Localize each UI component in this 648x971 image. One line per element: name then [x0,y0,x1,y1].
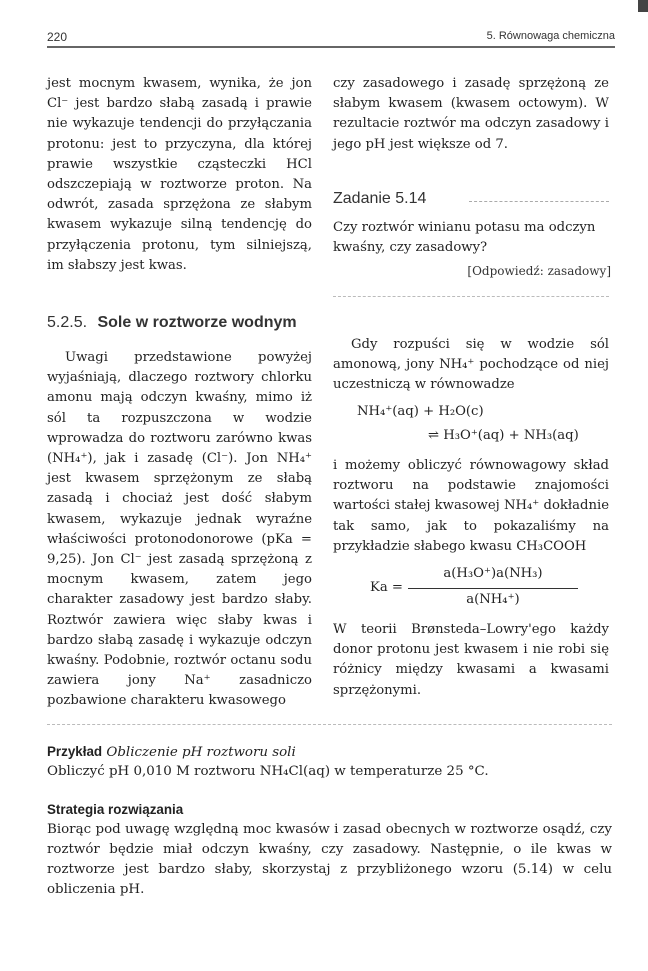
task-title: Zadanie 5.14 [333,190,427,207]
ka-equation [370,566,580,612]
task-question: Czy roztwór winianu potasu ma odczyn kwaśny, czy zasadowy? [333,220,596,256]
paragraph-text: i możemy obliczyć równowagowy skład roztworu na podstawie znajomości wartości stałej kwasowej NH₄⁺ dokładnie tak samo, jak to pokazaliśmy na przykładzie słabego kwasu CH₃COOH [333,458,609,554]
page-header [47,28,615,52]
paragraph-text: Uwagi przedstawione powyżej wyjaśniają, dlaczego roztwory chlorku amonu mają odczyn kwaśny, mimo iż sól ta rozpuszczona w wodzie wprowadza do roztworu zarówno kwas (NH₄⁺), jak i zasadę (Cl⁻). Jon NH₄⁺ jest kwasem sprzężonym ze słabą zasadą i chociaż jest dość słabym kwasem, wykazuje jednak wyraźne właściwości protonodonorowe (pKa = 9,25). Jon Cl⁻ jest zasadą sprzężoną z mocnym kwasem, zatem jego charakter zasadowy jest bardzo słaby. Roztwór zawiera więc słaby kwas i bardzo słabą zasadę i wykazuje odczyn kwaśny. Podobnie, roztwór octanu sodu zawiera jony Na⁺ zasadniczo pozbawione charakteru kwasowego [47,350,312,709]
page-corner-mark [638,0,648,12]
task-heading-rule [469,201,609,202]
section-heading [47,314,297,332]
paragraph-text: W teorii Brønsteda–Lowry'ego każdy donor protonu jest kwasem i nie robi się różnicy między kwasami a kwasami sprzężonymi. [333,622,609,698]
task-separator [333,296,609,297]
chapter-title: 5. Równowaga chemiczna [486,30,615,42]
right-column-paragraph-3 [333,456,609,557]
fraction-bar [408,588,578,589]
header-rule [47,46,615,48]
paragraph-text: jest mocnym kwasem, wynika, że jon Cl⁻ jest bardzo słabą zasadą i prawie nie wykazuje tendencji do przyłączania protonu: jest to przyczyna, dla której prawie wszystkie cząsteczki HCl odszczepiają w roztworze proton. Na odwrót, zasada sprzężona ze słabym kwasem wykazuje silną tendencję do przyłączenia protonu, tym silniejszą, im słabszy jest kwas. [47,76,312,273]
right-column-paragraph-1 [333,74,609,155]
strategy-heading [47,800,612,821]
page-number: 220 [47,30,68,44]
task-answer: [Odpowiedź: zasadowy] [467,264,611,278]
left-column-paragraph-2 [47,348,312,712]
left-column-paragraph-1 [47,74,312,276]
example-title: Obliczenie pH roztworu soli [106,745,296,760]
section-title: Sole w roztworze wodnym [97,314,297,331]
ka-denominator: a(NH₄⁺) [466,592,520,607]
example-heading [47,742,612,763]
ka-lhs: Ka = [370,580,403,595]
right-column-paragraph-2 [333,335,609,396]
example-label: Przykład [47,744,103,759]
paragraph-text: czy zasadowego i zasadę sprzężoną ze słabym kwasem (kwasem octowym). W rezultacie roztwór ma odczyn zasadowy i jego pH jest większe od 7. [333,76,609,152]
strategy-text: Biorąc pod uwagę względną moc kwasów i zasad obecnych w roztworze osądź, czy roztwór będzie miał odczyn kwaśny, czy zasadowy. Następnie, o ile kwas w roztworze jest bardzo słaby, skorzystaj z przybliżonego wzoru (5.14) w celu obliczenia pH. [47,822,612,897]
right-column-paragraph-4 [333,620,609,701]
task-heading [333,190,609,208]
equilibrium-line-2: ⇌ H₃O⁺(aq) + NH₃(aq) [428,428,579,443]
equilibrium-line-1: NH₄⁺(aq) + H₂O(c) [357,404,484,419]
ka-numerator: a(H₃O⁺)a(NH₃) [443,566,543,581]
paragraph-text: Gdy rozpuści się w wodzie sól amonową, jony NH₄⁺ pochodzące od niej uczestniczą w równowadze [333,337,609,393]
example-statement: Obliczyć pH 0,010 M roztworu NH₄Cl(aq) w temperaturze 25 °C. [47,764,489,779]
example-separator [47,724,612,725]
strategy-label: Strategia rozwiązania [47,802,184,817]
section-number: 5.2.5. [47,314,88,331]
